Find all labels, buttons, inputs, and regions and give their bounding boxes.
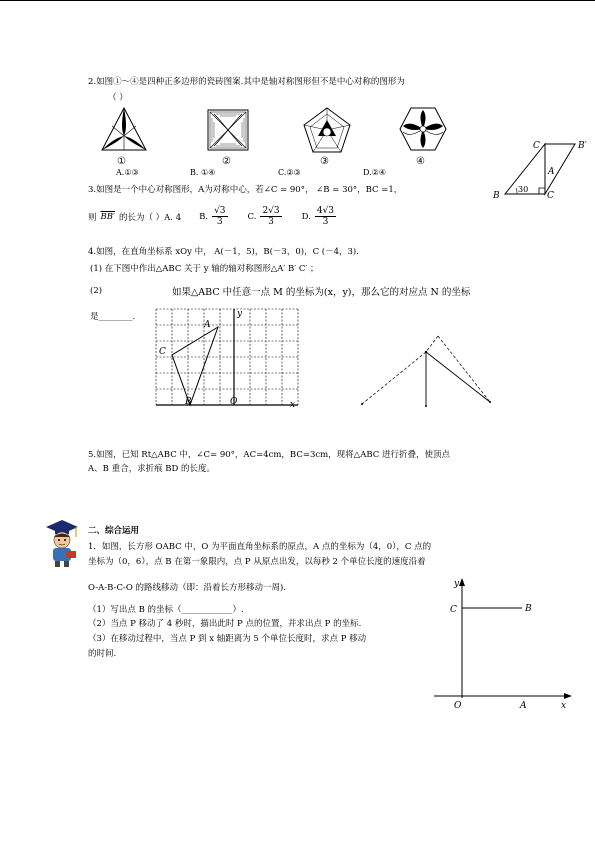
- sec2-sub3: （3）在移动过程中，当点 P 到 x 轴距离为 5 个单位长度时，求点 P 移动: [88, 634, 367, 644]
- q3-frac-d-num: 4√3: [316, 206, 335, 216]
- q4-grid-y: y: [237, 309, 243, 319]
- sec2-axis-o: O: [454, 701, 462, 711]
- q3-frac-c-den: 3: [268, 217, 274, 227]
- sec2-axis-figure: [430, 574, 580, 714]
- q3-frac-c-num: 2√3: [262, 206, 280, 216]
- sec2-p1: 1．如图，长方形 OABC 中，O 为平面直角坐标系的原点，A 点的坐标为（4，0），C 点的: [88, 542, 432, 552]
- q3-frac-b-num: √3: [214, 206, 226, 216]
- q3-fig-label-c2: C: [547, 191, 554, 201]
- q4-line3: 如果△ABC 中任意一点 M 的坐标为(x，y)，那么它的对应点 N 的坐标: [172, 287, 471, 298]
- q4-grid-b: B: [185, 397, 192, 407]
- q4-line3-num: (2): [90, 286, 103, 296]
- sec2-axis-x: x: [561, 701, 567, 711]
- q3-answer-mid: 的长为（ ）A. 4: [118, 212, 182, 223]
- q4-grid-a: A: [204, 320, 211, 330]
- q2-option-c: C.②③: [278, 168, 301, 177]
- q5-figure: [352, 328, 498, 414]
- q2-option-a: A.①③: [116, 168, 139, 177]
- q3-figure: [490, 134, 590, 204]
- q4-line1: 4.如图，在直角坐标系 xOy 中， A(－1，5)，B(－3，0)，C (－4，3).: [88, 247, 359, 257]
- q3-frac-b-den: 3: [216, 217, 223, 227]
- sec2-p2: 坐标为（0，6），点 B 在第一象限内，点 P 从原点出发，以每秒 2 个单位长度的速度沿着: [88, 557, 426, 567]
- q4-line2: (1) 在下图中作出△ABC 关于 y 轴的轴对称图形△A′ B′ C′ ；: [90, 264, 319, 274]
- q2-option-b: B. ①④: [190, 168, 216, 177]
- sec2-axis-b: B: [525, 604, 532, 614]
- sec2-axis-c: C: [450, 605, 457, 615]
- q3-fig-label-c: C: [533, 141, 540, 151]
- q2-paren: （ ）: [108, 93, 128, 103]
- q4-line4: 是________.: [90, 312, 136, 322]
- sec2-sub1: （1）写出点 B 的坐标（____________）.: [88, 605, 244, 615]
- page-top-rule: [0, 0, 595, 1]
- q4-grid: [152, 305, 302, 411]
- q3-frac-d-den: 3: [322, 217, 329, 227]
- section-2-title: 二、综合运用: [88, 526, 140, 536]
- sec2-axis-a: A: [520, 701, 527, 711]
- q5-line2: A、B 重合，求折痕 BD 的长度。: [88, 464, 216, 474]
- q3-answer-prefix: 则: [88, 212, 97, 223]
- q2-fig-label-4: ④: [416, 156, 425, 167]
- q3-fig-angle: 30: [518, 185, 529, 194]
- sec2-p3: O-A-B-C-O 的路线移动（即：沿着长方形移动一周).: [88, 583, 287, 593]
- q4-grid-x: x: [290, 400, 296, 410]
- q3-text: 3.如图是一个中心对称图形，A为对称中心，若∠C = 90°， ∠B = 30°，BC =1，: [88, 185, 403, 195]
- q3-option-d-frac: [315, 206, 336, 227]
- q2-fig-label-3: ③: [320, 156, 329, 167]
- q2-figure-1: [100, 106, 148, 154]
- q5-line1: 5.如图，已知 Rt△ABC 中，∠C= 90°，AC=4cm，BC=3cm，现将△ABC 进行折叠，使顶点: [88, 450, 450, 460]
- sec2-axis-y: y: [454, 579, 460, 589]
- q3-fig-label-b: B: [493, 191, 500, 201]
- sec2-sub4: 的时间.: [88, 649, 117, 659]
- q2-fig-label-2: ②: [222, 156, 231, 167]
- sec2-sub2: （2）当点 P 移动了 4 秒时，描出此时 P 点的位置，并求出点 P 的坐标.: [88, 619, 362, 629]
- q4-grid-c: C: [159, 347, 166, 357]
- q3-option-d-label: D.: [301, 211, 311, 222]
- q3-option-c-frac: [260, 206, 281, 227]
- q3-segment-bb: BB′: [100, 211, 115, 222]
- q2-option-d: D.②④: [363, 168, 387, 177]
- q2-figure-2: [206, 108, 250, 152]
- q3-fig-label-a: A: [548, 167, 555, 177]
- q3-option-b-label: B.: [199, 211, 209, 222]
- q2-figure-4: [398, 106, 448, 152]
- q2-text: 2.如图①～④是四种正多边形的瓷砖图案.其中是轴对称图形但不是中心对称的图形为: [88, 77, 405, 87]
- q3-option-c-label: C.: [247, 211, 257, 222]
- q3-answer-line: [88, 206, 336, 227]
- student-mascot-icon: [42, 518, 82, 568]
- q2-fig-label-1: ①: [117, 156, 126, 167]
- q4-grid-o: O: [230, 397, 238, 407]
- q3-fig-label-bprime: B′: [578, 141, 587, 151]
- q3-option-b-frac: [212, 206, 227, 227]
- q2-figure-3: [302, 106, 352, 154]
